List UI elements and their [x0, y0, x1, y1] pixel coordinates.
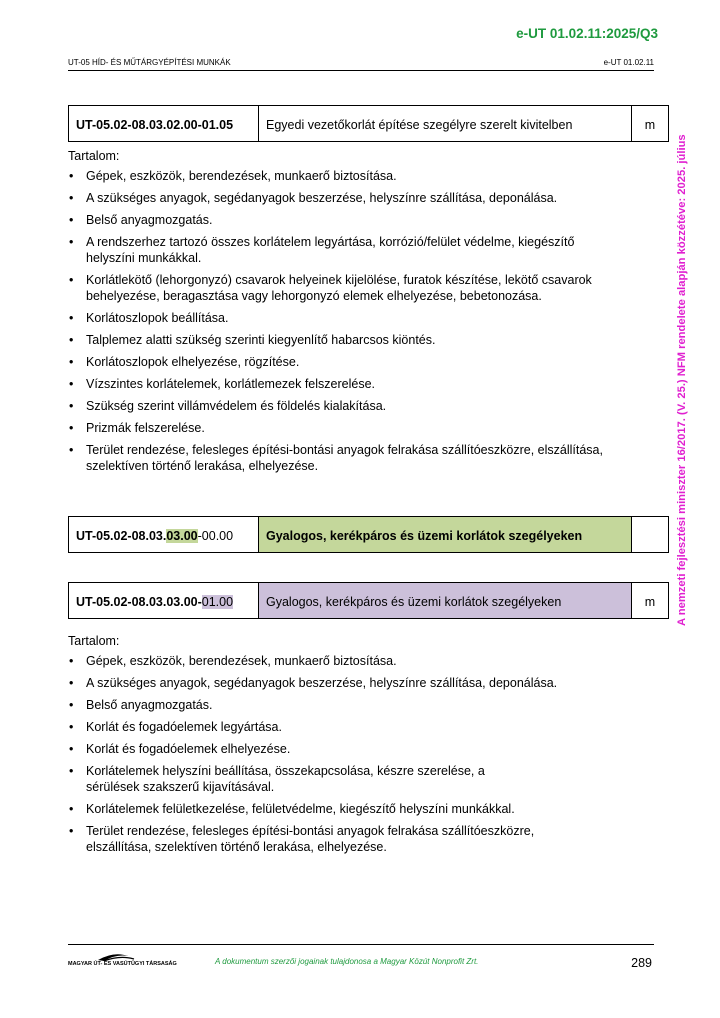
list-item: • Terület rendezése, felesleges építési-bontási anyagok felrakása szállítóeszközre, elszállítása, szelektíven történő lerakása, elhelyezése. — [68, 442, 658, 474]
header-chapter-title: UT-05 HÍD- ÉS MŰTÁRGYÉPÍTÉSI MUNKÁK — [68, 58, 231, 67]
list-item: • A szükséges anyagok, segédanyagok beszerzése, helyszínre szállítása, deponálása. — [68, 675, 658, 691]
list-item: • Szükség szerint villámvédelem és földelés kialakítása. — [68, 398, 658, 414]
item-title: Egyedi vezetőkorlát építése szegélyre szerelt kivitelben — [259, 106, 632, 142]
header-divider — [68, 70, 654, 71]
list-item: • Korlátelemek felületkezelése, felületvédelme, kiegészítő helyszíni munkákkal. — [68, 801, 658, 817]
copyright-notice: A dokumentum szerzői jogainak tulajdonosa a Magyar Közút Nonprofit Zrt. — [215, 957, 479, 966]
group-code: UT-05.02-08.03.03.00-00.00 — [69, 517, 259, 553]
list-item: • Gépek, eszközök, berendezések, munkaerő biztosítása. — [68, 168, 658, 184]
publication-side-note: A nemzeti fejlesztési miniszter 16/2017. (V. 25.) NFM rendelete alapján közzétéve: 2025. július — [676, 134, 688, 626]
item-title: Gyalogos, kerékpáros és üzemi korlátok szegélyeken — [259, 583, 632, 619]
list-item: • A rendszerhez tartozó összes korlátelem legyártása, korrózió/felület védelme, kiegészítő helyszíni munkákkal. — [68, 234, 586, 266]
list-item: • Belső anyagmozgatás. — [68, 212, 658, 228]
item-code-table — [68, 105, 669, 142]
list-item: • Korlát és fogadóelemek elhelyezése. — [68, 741, 658, 757]
content-list — [68, 653, 658, 855]
item-code-table — [68, 582, 669, 619]
list-item: • Vízszintes korlátelemek, korlátlemezek felszerelése. — [68, 376, 658, 392]
list-item: • Korlát és fogadóelemek legyártása. — [68, 719, 658, 735]
item-content — [68, 633, 658, 861]
company-logo-icon — [68, 950, 164, 970]
item-unit: m — [632, 106, 669, 142]
list-item: • Terület rendezése, felesleges építési-bontási anyagok felrakása szállítóeszközre, elszállítása, szelektíven történő lerakása, elhelyezése. — [68, 823, 586, 855]
list-item: • Prizmák felszerelése. — [68, 420, 658, 436]
list-item: • Talplemez alatti szükség szerinti kiegyenlítő habarcsos kiöntés. — [68, 332, 658, 348]
content-label: Tartalom: — [68, 149, 120, 163]
item-unit: m — [632, 583, 669, 619]
list-item: • Korlátelemek helyszíni beállítása, összekapcsolása, készre szerelése, a sérülések szakszerű kijavításával. — [68, 763, 536, 795]
item-code: UT-05.02-08.03.02.00-01.05 — [69, 106, 259, 142]
item-content — [68, 148, 658, 480]
footer-divider — [68, 944, 654, 945]
content-label: Tartalom: — [68, 634, 120, 648]
header-doc-ref: e-UT 01.02.11 — [603, 58, 654, 67]
group-title: Gyalogos, kerékpáros és üzemi korlátok szegélyeken — [259, 517, 632, 553]
page-number: 289 — [631, 956, 652, 970]
list-item: • Belső anyagmozgatás. — [68, 697, 658, 713]
document-code: e-UT 01.02.11:2025/Q3 — [516, 26, 658, 41]
company-logo-text: MAGYAR ÚT- ÉS VASÚTÜGYI TÁRSASÁG — [68, 961, 177, 967]
list-item: • Korlátoszlopok beállítása. — [68, 310, 658, 326]
group-unit — [632, 517, 669, 553]
list-item: • A szükséges anyagok, segédanyagok beszerzése, helyszínre szállítása, deponálása. — [68, 190, 658, 206]
group-code-table — [68, 516, 669, 553]
item-code: UT-05.02-08.03.03.00-01.00 — [69, 583, 259, 619]
content-list — [68, 168, 658, 474]
list-item: • Korlátlekötő (lehorgonyzó) csavarok helyeinek kijelölése, furatok készítése, lekötő csavarok behelyezése, beragasztása vagy lehorgonyzó elemek elhelyezése, bebetonozása. — [68, 272, 606, 304]
list-item: • Gépek, eszközök, berendezések, munkaerő biztosítása. — [68, 653, 658, 669]
list-item: • Korlátoszlopok elhelyezése, rögzítése. — [68, 354, 658, 370]
